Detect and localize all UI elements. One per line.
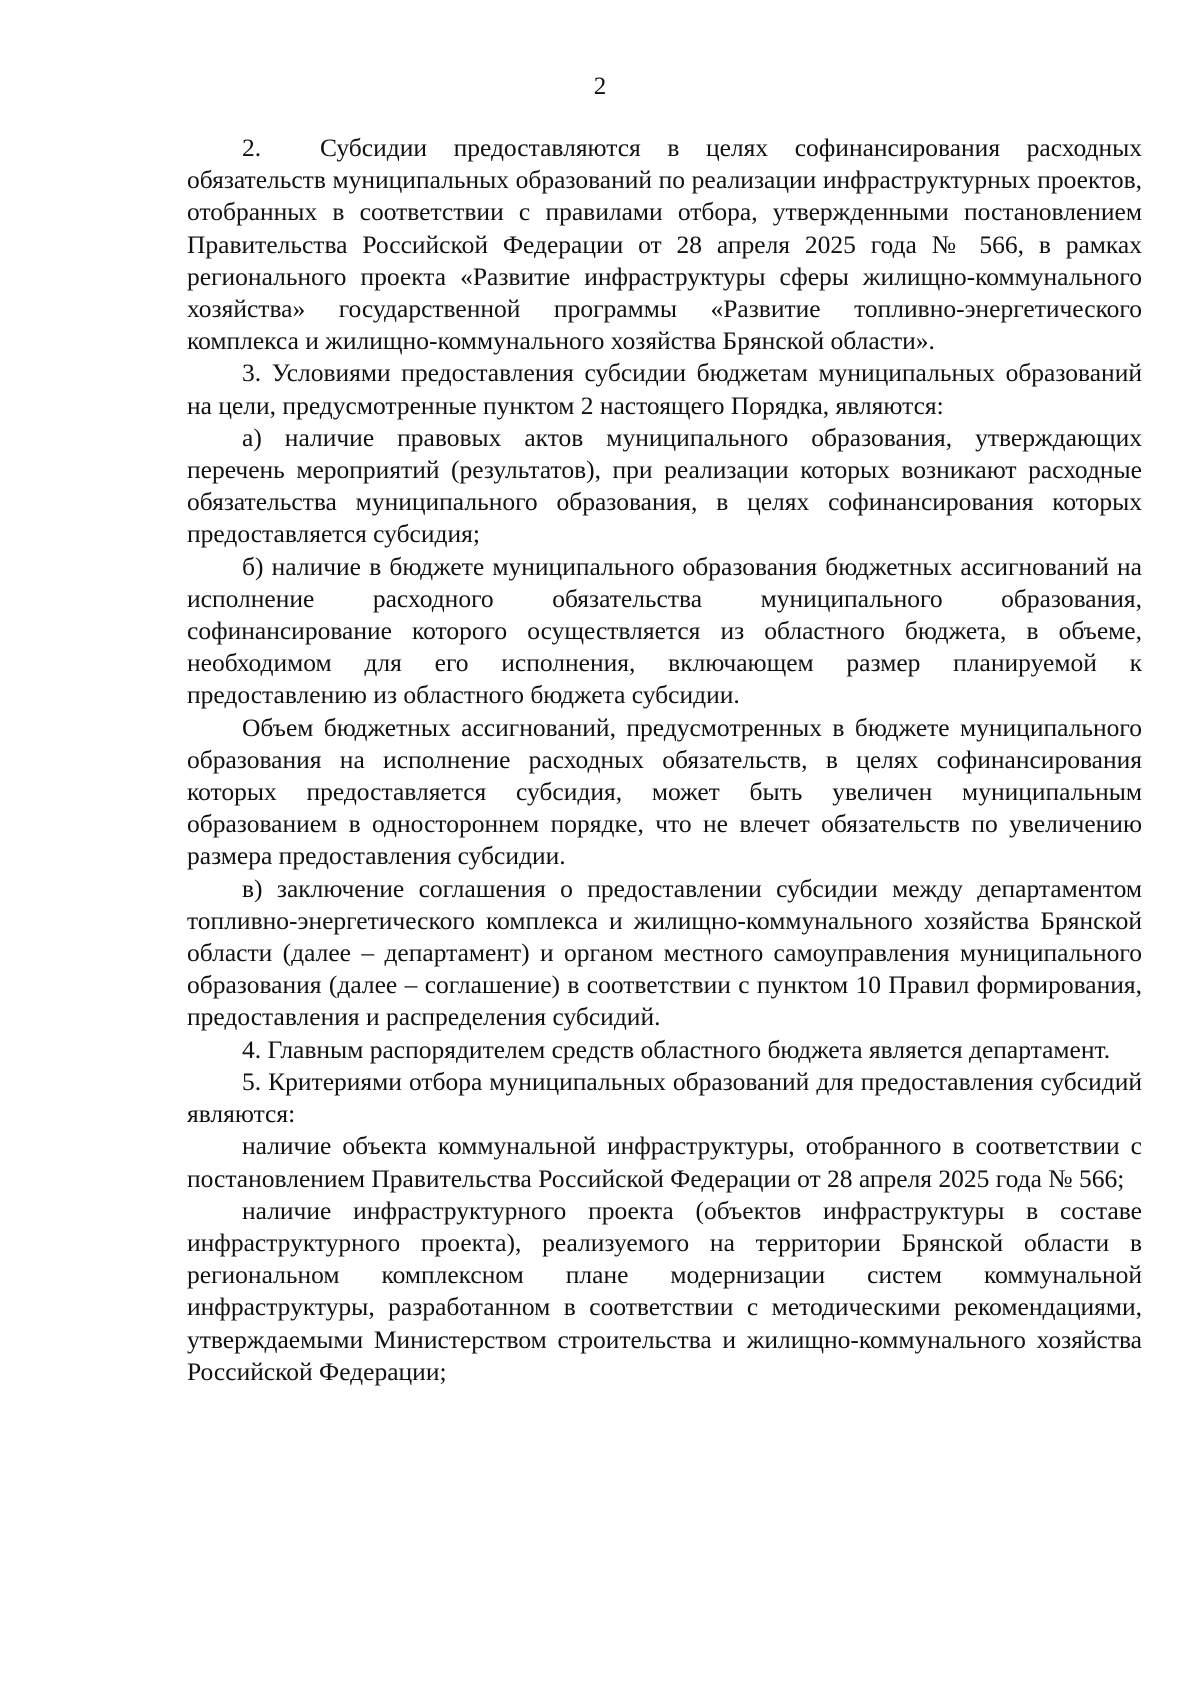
criterion-1: наличие объекта коммунальной инфраструктуры, отобранного в соответствии с постановлением Правительства Российской Федерации от 28 апреля 2025 года № 566; [187,1131,1142,1193]
paragraph-2 [187,132,1142,357]
paragraph-text: Субсидии предоставляются в целях софинансирования расходных обязательств муниципальных образований по реализации инфраструктурных проектов, отобранных в соответствии с правилами отбора, утвержденными постановлением Правительства Российской Федерации от 28 апреля 2025 года № 566, в рамках регионального проекта «Развитие инфраструктуры сферы жилищно-коммунального хозяйства» государственной программы «Развитие топливно-энергетического комплекса и жилищно-коммунального хозяйства Брянской области». [187,133,1142,356]
paragraph-3: 3. Условиями предоставления субсидии бюджетам муниципальных образований на цели, предусмотренные пунктом 2 настоящего Порядка, являются: [187,358,1142,420]
paragraph-3v: в) заключение соглашения о предоставлении субсидии между департаментом топливно-энергетического комплекса и жилищно-коммунального хозяйства Брянской области (далее – департамент) и органом местного самоуправления муниципального образования (далее – соглашение) в соответствии с пунктом 10 Правил формирования, предоставления и распределения субсидий. [187,873,1142,1032]
paragraph-number: 2. [242,133,262,162]
paragraph-4: 4. Главным распорядителем средств областного бюджета является департамент. [242,1034,1111,1064]
document-body [187,132,1142,1388]
paragraph-5: 5. Критериями отбора муниципальных образований для предоставления субсидий являются: [187,1066,1142,1129]
paragraph-3b-volume: Объем бюджетных ассигнований, предусмотренных в бюджете муниципального образования на исполнение расходных обязательств, в целях софинансирования которых предоставляется субсидия, может быть увеличен муниципальным образованием в одностороннем порядке, что не влечет обязательств по увеличению размера предоставления субсидии. [187,712,1142,871]
paragraph-3b: б) наличие в бюджете муниципального образования бюджетных ассигнований на исполнение расходного обязательства муниципального образования, софинансирование которого осуществляется из областного бюджета, в объеме, необходимом для его исполнения, включающем размер планируемой к предоставлению из областного бюджета субсидии. [187,551,1142,710]
criterion-2: наличие инфраструктурного проекта (объектов инфраструктуры в составе инфраструктурного проекта), реализуемого на территории Брянской области в региональном комплексном плане модернизации систем коммунальной инфраструктуры, разработанном в соответствии с методическими рекомендациями, утверждаемыми Министерством строительства и жилищно-коммунального хозяйства Российской Федерации; [187,1195,1142,1386]
paragraph-3a: а) наличие правовых актов муниципального образования, утверждающих перечень мероприятий (результатов), при реализации которых возникают расходные обязательства муниципального образования, в целях софинансирования которых предоставляется субсидия; [187,422,1142,549]
page-number: 2 [593,73,607,100]
